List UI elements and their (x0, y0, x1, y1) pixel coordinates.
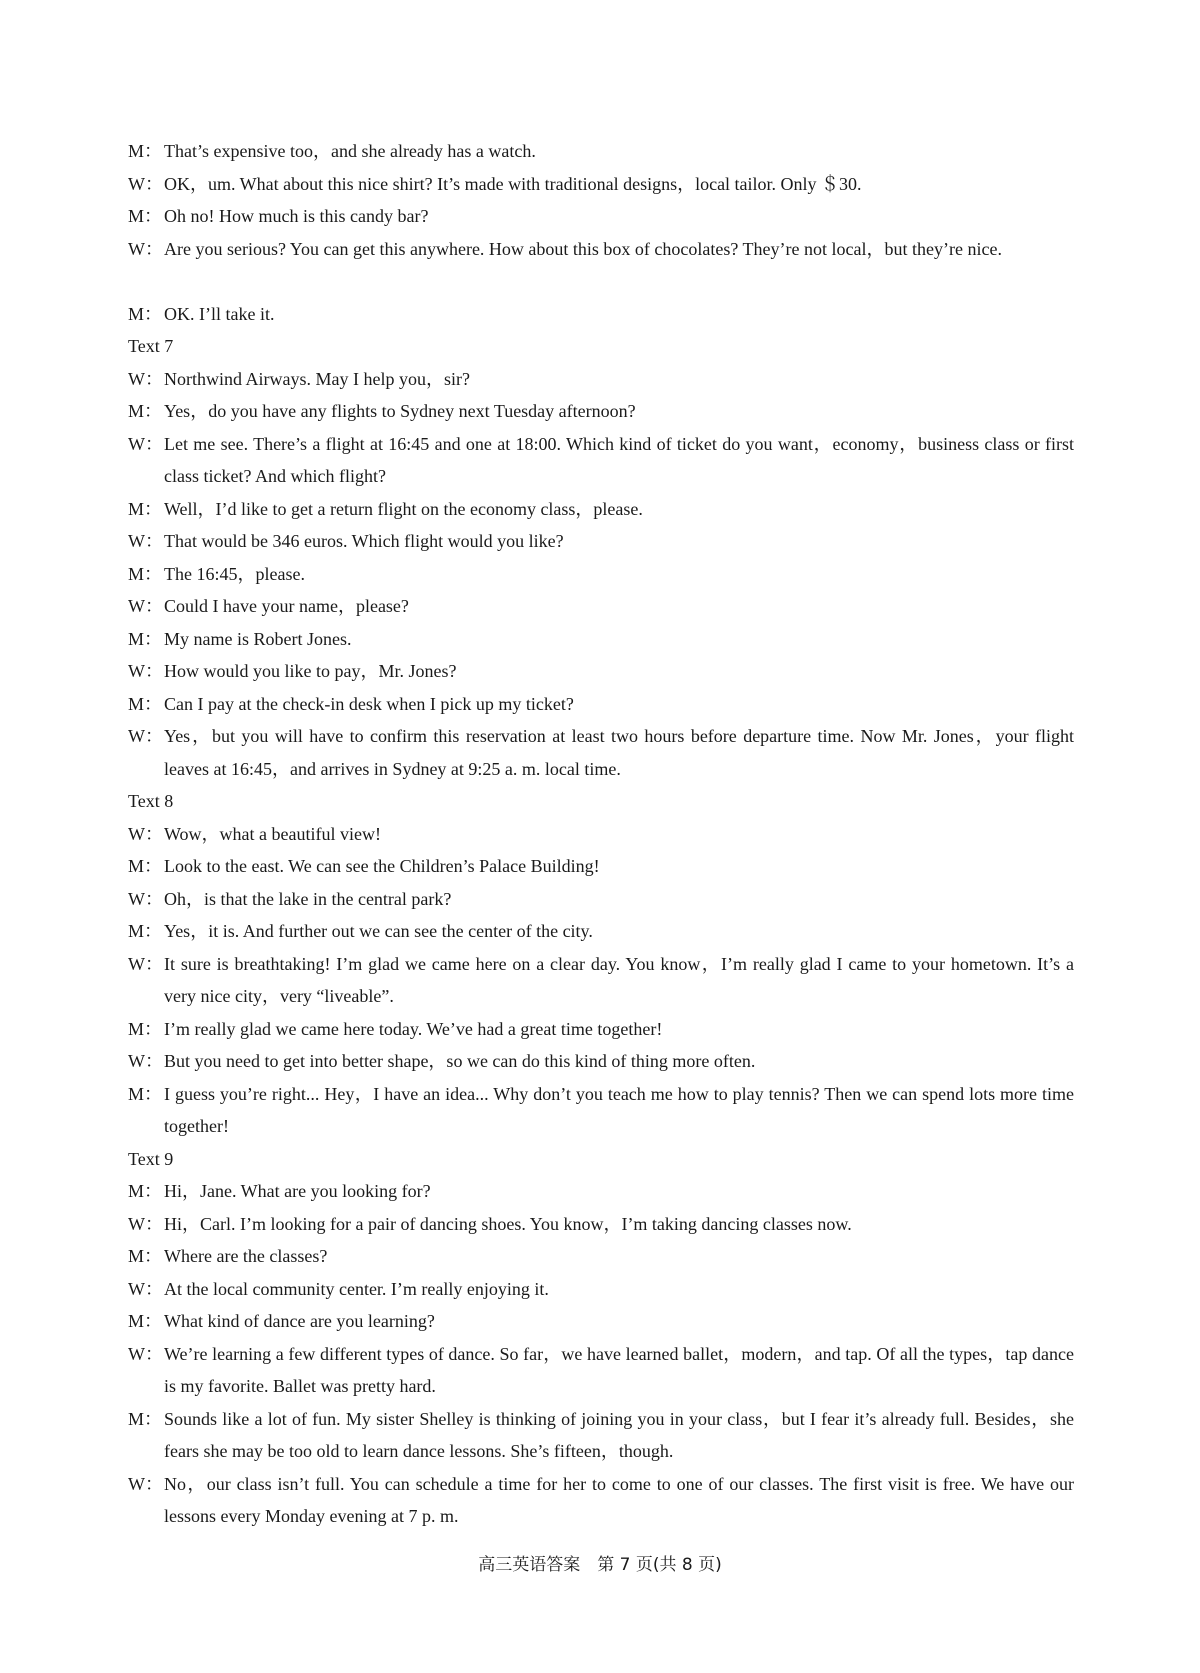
dialogue-line (128, 168, 1074, 201)
dialogue-line (128, 688, 1074, 721)
dialogue-line (128, 1305, 1074, 1338)
speaker-label: M： (128, 693, 163, 714)
dialogue-text: Wow，what a beautiful view! (164, 823, 381, 844)
dialogue-text: Oh，is that the lake in the central park? (164, 888, 452, 909)
speaker-label: M： (128, 921, 163, 941)
speaker-label: W： (128, 1213, 163, 1234)
dialogue-text: Yes，but you will have to confirm this reservation at least two hours before departure time. Now Mr. Jones，your flight leaves at 16:45，and arrives in Sydney at 9:25 a. m. local time. (164, 726, 1074, 779)
dialogue-line (128, 1013, 1074, 1046)
dialogue-text: How would you like to pay，Mr. Jones? (164, 661, 457, 681)
dialogue-text: The 16:45，please. (164, 563, 305, 584)
dialogue-line (128, 233, 1074, 298)
speaker-label: W： (128, 1051, 163, 1071)
speaker-label: M： (128, 856, 163, 876)
dialogue-text: At the local community center. I’m really enjoying it. (164, 1278, 549, 1299)
dialogue-text: Hi，Carl. I’m looking for a pair of dancing shoes. You know，I’m taking dancing classes now. (164, 1213, 852, 1234)
speaker-label: M： (128, 141, 163, 161)
transcript-body (128, 135, 1074, 1533)
dialogue-line (128, 623, 1074, 656)
dialogue-text: We’re learning a few different types of dance. So far，we have learned ballet，modern，and tap. Of all the types，tap dance is my favorite. Ballet was pretty hard. (164, 1343, 1074, 1396)
dialogue-line (128, 1078, 1074, 1143)
section-heading: Text 8 (128, 791, 174, 811)
speaker-label: M： (128, 401, 163, 421)
dialogue-line (128, 1045, 1074, 1078)
speaker-label: W： (128, 888, 163, 909)
dialogue-text: Are you serious? You can get this anywhere. How about this box of chocolates? They’re not local，but they’re nice. (164, 238, 1002, 259)
dialogue-line (128, 1468, 1074, 1533)
dialogue-text: Well，I’d like to get a return flight on the economy class，please. (164, 498, 643, 519)
dialogue-line (128, 428, 1074, 493)
dialogue-text: OK. I’ll take it. (164, 303, 275, 324)
dialogue-line (128, 525, 1074, 558)
dialogue-text: Northwind Airways. May I help you，sir? (164, 368, 470, 389)
speaker-label: M： (128, 1311, 163, 1331)
dialogue-line (128, 1240, 1074, 1273)
dialogue-text: But you need to get into better shape，so we can do this kind of thing more often. (164, 1051, 756, 1071)
dialogue-text: OK，um. What about this nice shirt? It’s made with traditional designs，local tailor. Only ＄30. (164, 173, 862, 194)
speaker-label: W： (128, 726, 163, 746)
dialogue-text: That’s expensive too，and she already has a watch. (164, 141, 536, 161)
dialogue-text: I’m really glad we came here today. We’ve had a great time together! (164, 1018, 663, 1039)
dialogue-line (128, 1175, 1074, 1208)
dialogue-line (128, 135, 1074, 168)
speaker-label: W： (128, 238, 163, 259)
dialogue-line (128, 493, 1074, 526)
dialogue-line (128, 1403, 1074, 1468)
dialogue-text: Oh no! How much is this candy bar? (164, 206, 429, 226)
speaker-label: M： (128, 628, 163, 649)
section-heading: Text 7 (128, 336, 174, 356)
speaker-label: M： (128, 1018, 163, 1039)
dialogue-text: Yes，do you have any flights to Sydney next Tuesday afternoon? (164, 401, 636, 421)
speaker-label: M： (128, 1083, 163, 1104)
dialogue-line (128, 298, 1074, 331)
speaker-label: W： (128, 173, 163, 194)
dialogue-text: Let me see. There’s a flight at 16:45 and one at 18:00. Which kind of ticket do you want，economy，business class or first class ticket? And which flight? (164, 433, 1074, 486)
dialogue-line (128, 850, 1074, 883)
speaker-label: M： (128, 303, 163, 324)
speaker-label: M： (128, 563, 163, 584)
dialogue-text: Can I pay at the check-in desk when I pick up my ticket? (164, 693, 574, 714)
speaker-label: W： (128, 953, 163, 974)
dialogue-line (128, 590, 1074, 623)
section-heading: Text 9 (128, 1148, 174, 1169)
dialogue-line (128, 1273, 1074, 1306)
dialogue-text: What kind of dance are you learning? (164, 1311, 435, 1331)
dialogue-line (128, 1338, 1074, 1403)
speaker-label: M： (128, 1181, 163, 1201)
dialogue-line (128, 395, 1074, 428)
dialogue-text: My name is Robert Jones. (164, 628, 352, 649)
dialogue-line (128, 558, 1074, 591)
dialogue-text: Yes，it is. And further out we can see the center of the city. (164, 921, 593, 941)
dialogue-line (128, 1208, 1074, 1241)
speaker-label: M： (128, 1408, 163, 1429)
dialogue-line (128, 200, 1074, 233)
speaker-label: M： (128, 498, 163, 519)
speaker-label: W： (128, 1278, 163, 1299)
dialogue-text: Could I have your name，please? (164, 596, 409, 616)
page-footer: 高三英语答案 第 7 页(共 8 页) (478, 1555, 722, 1575)
speaker-label: W： (128, 661, 163, 681)
dialogue-text: That would be 346 euros. Which flight would you like? (164, 531, 564, 551)
dialogue-line (128, 363, 1074, 396)
dialogue-text: No，our class isn’t full. You can schedule a time for her to come to one of our classes. The first visit is free. We have our lessons every Monday evening at 7 p. m. (164, 1473, 1074, 1526)
speaker-label: W： (128, 368, 163, 389)
dialogue-text: Sounds like a lot of fun. My sister Shelley is thinking of joining you in your class，but I fear it’s already full. Besides，she fears she may be too old to learn dance lessons. She’s fifteen，though. (164, 1408, 1074, 1461)
speaker-label: W： (128, 1343, 163, 1364)
dialogue-text: I guess you’re right... Hey，I have an idea... Why don’t you teach me how to play tennis? Then we can spend lots more time together! (164, 1083, 1074, 1136)
speaker-label: M： (128, 1246, 163, 1266)
dialogue-text: Where are the classes? (164, 1246, 328, 1266)
dialogue-line (128, 948, 1074, 1013)
speaker-label: W： (128, 823, 163, 844)
speaker-label: W： (128, 433, 163, 454)
speaker-label: W： (128, 1473, 163, 1494)
speaker-label: M： (128, 206, 163, 226)
dialogue-text: Look to the east. We can see the Children’s Palace Building! (164, 856, 600, 876)
dialogue-line (128, 720, 1074, 785)
speaker-label: W： (128, 531, 163, 551)
dialogue-line (128, 915, 1074, 948)
speaker-label: W： (128, 596, 163, 616)
dialogue-line (128, 655, 1074, 688)
dialogue-line (128, 818, 1074, 851)
dialogue-text: It sure is breathtaking! I’m glad we came here on a clear day. You know，I’m really glad I came to your hometown. It’s a very nice city，very “liveable”. (164, 953, 1074, 1006)
dialogue-text: Hi，Jane. What are you looking for? (164, 1181, 431, 1201)
dialogue-line (128, 883, 1074, 916)
